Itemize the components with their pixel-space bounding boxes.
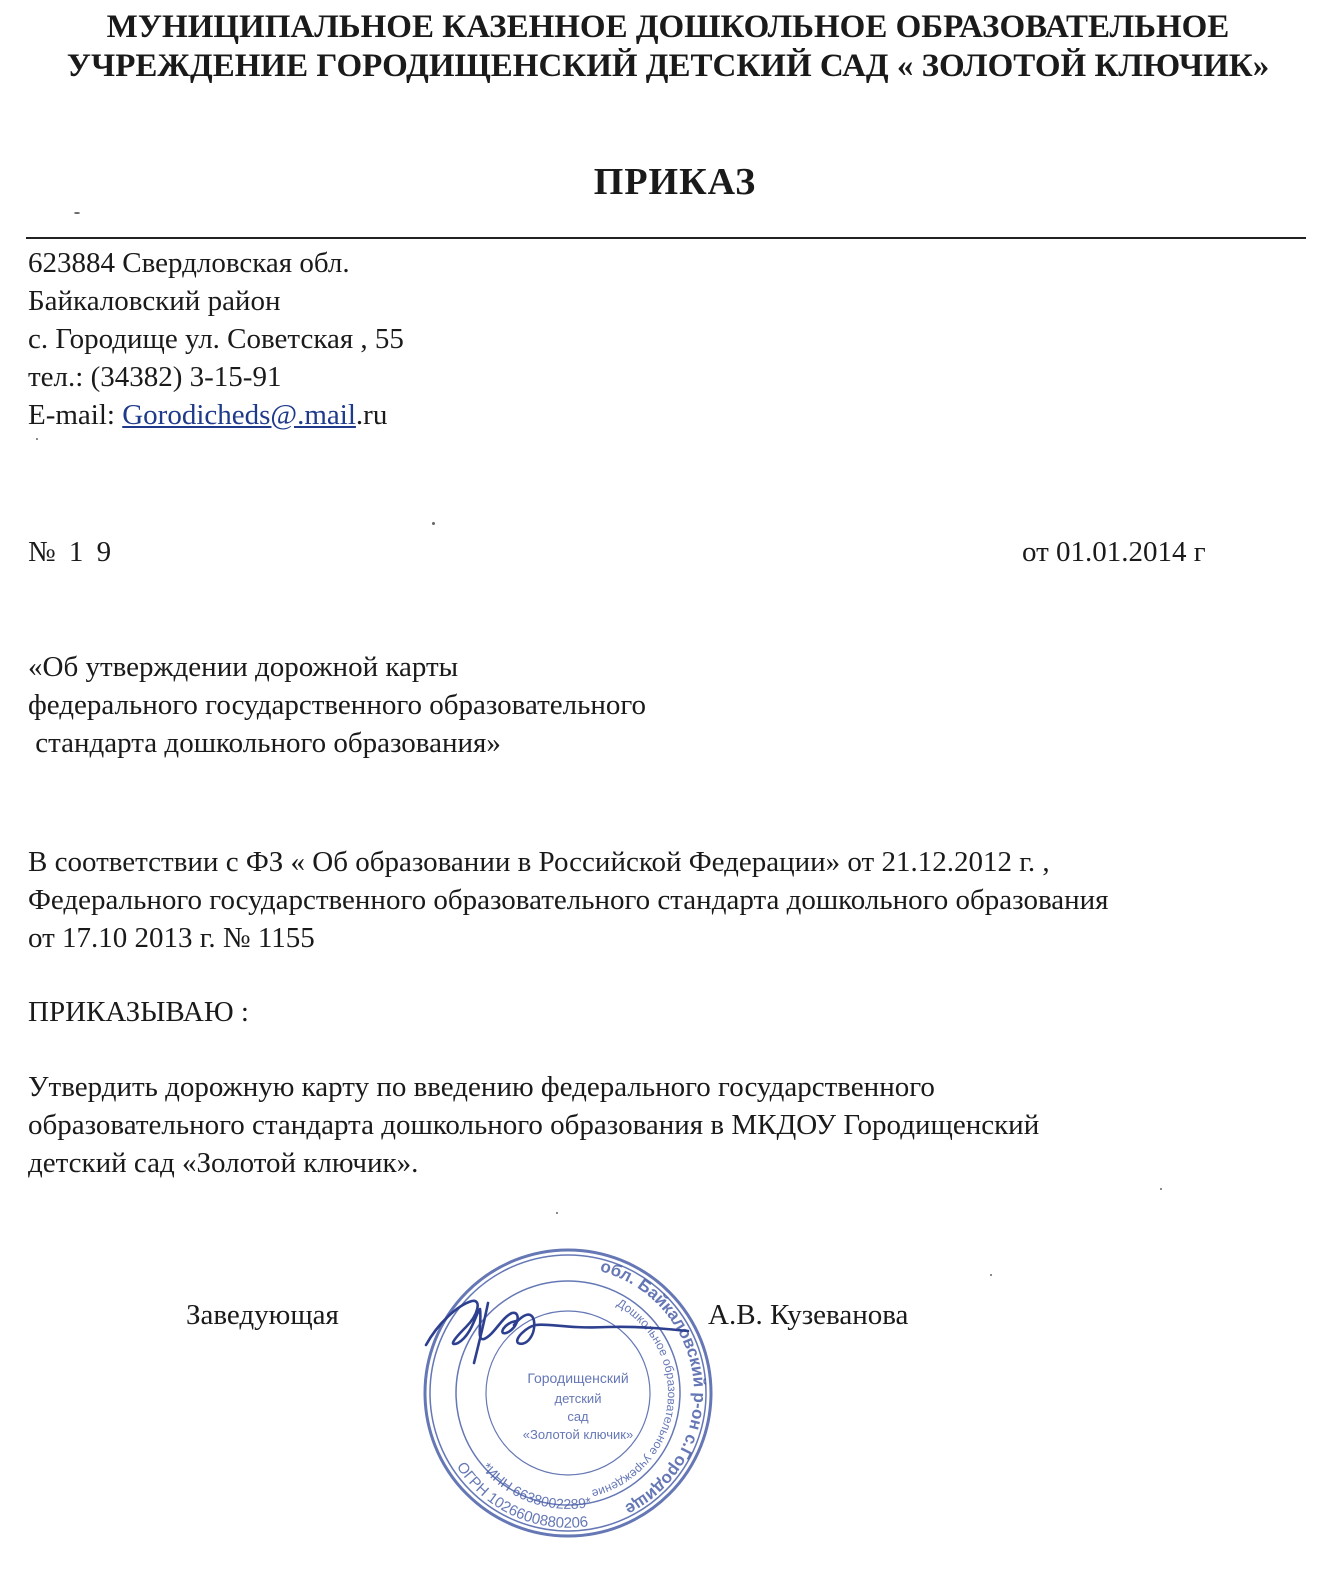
resolution-line: детский сад «Золотой ключик».: [28, 1147, 419, 1179]
subject-line: федерального государственного образовательного: [28, 689, 647, 721]
email-link[interactable]: Gorodicheds@.mail: [122, 399, 356, 431]
address-phone: тел.: (34382) 3-15-91: [28, 361, 282, 393]
seal-inner-text: Дошкольное образовательное учреждение: [590, 1295, 680, 1501]
basis-line: от 17.10 2013 г. № 1155: [28, 922, 315, 954]
scan-speck: [432, 522, 435, 525]
scan-speck: [1160, 1188, 1162, 1190]
email-label: E-mail:: [28, 399, 123, 431]
seal-center-line: «Золотой ключик»: [522, 1427, 634, 1442]
seal-center-line: Городищенский: [527, 1370, 629, 1386]
official-seal: [418, 1243, 718, 1543]
legal-basis: [28, 843, 1109, 957]
subject-line: стандарта дошкольного образования»: [28, 727, 501, 759]
resolution-line: образовательного стандарта дошкольного образования в МКДОУ Городищенский: [28, 1109, 1040, 1141]
address-line-street: с. Городище ул. Советская , 55: [28, 323, 404, 355]
subject-line: «Об утверждении дорожной карты: [28, 651, 459, 683]
seal-outer-text: обл. Байкаловский р-он с.Городище: [598, 1256, 710, 1520]
scan-speck: [74, 212, 80, 214]
seal-center-line: детский: [554, 1391, 602, 1406]
resolution-text: [28, 1068, 1039, 1182]
address-line-postal: 623884 Свердловская обл.: [28, 247, 350, 279]
scan-speck: [36, 438, 38, 440]
seal-center-line: сад: [567, 1409, 589, 1424]
seal-inn: *ИНН 6638002289*: [479, 1459, 593, 1512]
scan-speck: [990, 1274, 992, 1276]
email-suffix: .ru: [355, 399, 388, 431]
address-line-district: Байкаловский район: [28, 285, 281, 317]
organization-header: [40, 8, 1296, 86]
scan-speck: [556, 1212, 558, 1214]
header-divider: [26, 237, 1306, 239]
order-subject: [28, 648, 646, 762]
basis-line: В соответствии с ФЗ « Об образовании в Российской Федерации» от 21.12.2012 г. ,: [28, 846, 1050, 878]
address-email: [28, 396, 404, 434]
organization-name-line2: УЧРЕЖДЕНИЕ ГОРОДИЩЕНСКИЙ ДЕТСКИЙ САД « ЗОЛОТОЙ КЛЮЧИК»: [66, 48, 1270, 84]
order-date: от 01.01.2014 г: [1022, 536, 1206, 568]
basis-line: Федерального государственного образовательного стандарта дошкольного образования: [28, 884, 1109, 916]
signer-name: А.В. Кузеванова: [708, 1299, 909, 1331]
order-command: ПРИКАЗЫВАЮ :: [28, 996, 249, 1028]
address-block: [28, 244, 404, 434]
seal-ogrn: ОГРН 1026600880206: [453, 1458, 589, 1532]
document-title: ПРИКАЗ: [593, 161, 757, 203]
resolution-line: Утвердить дорожную карту по введению федерального государственного: [28, 1071, 935, 1103]
signer-position: Заведующая: [186, 1299, 339, 1331]
order-number: № 1 9: [28, 536, 112, 568]
organization-name-line1: МУНИЦИПАЛЬНОЕ КАЗЕННОЕ ДОШКОЛЬНОЕ ОБРАЗОВАТЕЛЬНОЕ: [106, 9, 1230, 45]
